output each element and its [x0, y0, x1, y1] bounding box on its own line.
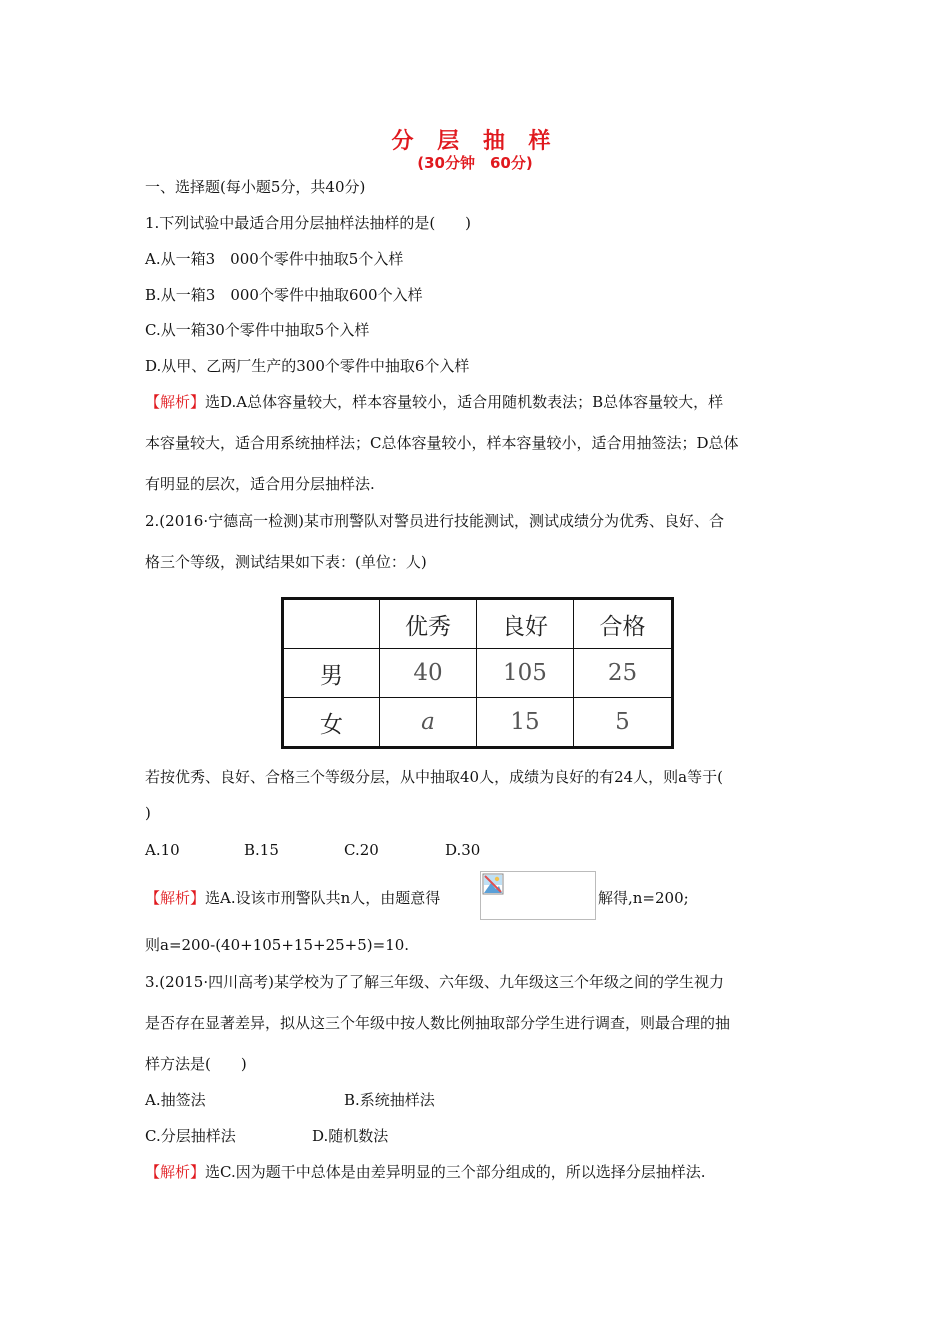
table-row [283, 649, 673, 698]
table-cell: 15 [476, 698, 573, 748]
q1-stem: 1.下列试验中最适合用分层抽样法抽样的是( ) [145, 214, 472, 232]
section-heading: 一、选择题(每小题5分，共40分) [145, 178, 366, 196]
table-row-label: 男 [283, 649, 380, 698]
q2-question-line-1: 若按优秀、良好、合格三个等级分层，从中抽取40人，成绩为良好的有24人，则a等于( [145, 768, 723, 786]
formula-image-placeholder [480, 871, 596, 920]
q2-option-c: C.20 [344, 841, 379, 859]
page-subtitle: (30分钟 60分) [417, 154, 533, 172]
q3-option-c: C.分层抽样法 [145, 1127, 236, 1145]
table-header-cell: 优秀 [380, 599, 477, 649]
table-cell: 25 [573, 649, 672, 698]
q2-option-d: D.30 [445, 841, 481, 859]
q3-analysis [145, 1162, 706, 1182]
q2-option-a: A.10 [145, 841, 180, 859]
q2-analysis-line-1 [145, 888, 440, 908]
table-header-cell: 合格 [573, 599, 672, 649]
q3-option-d: D.随机数法 [312, 1127, 389, 1145]
results-table [281, 597, 674, 749]
q2-analysis-line-2: 则a=200-(40+105+15+25+5)=10. [145, 936, 410, 954]
table-cell [283, 599, 380, 649]
table-cell: 105 [476, 649, 573, 698]
q1-option-b: B.从一箱3 000个零件中抽取600个入样 [145, 286, 423, 304]
q3-stem-line-3: 样方法是( ) [145, 1055, 247, 1073]
analysis-tag: 【解析】 [145, 1163, 206, 1181]
q1-option-d: D.从甲、乙两厂生产的300个零件中抽取6个入样 [145, 357, 470, 375]
table-header-cell: 良好 [476, 599, 573, 649]
broken-image-icon [482, 873, 504, 895]
q2-question-line-2: ) [145, 804, 151, 822]
q2-stem-line-1: 2.(2016·宁德高一检测)某市刑警队对警员进行技能测试，测试成绩分为优秀、良好、合 [145, 512, 724, 530]
q1-option-c: C.从一箱30个零件中抽取5个入样 [145, 321, 370, 339]
table-cell: 5 [573, 698, 672, 748]
q3-analysis-text: 选C.因为题干中总体是由差异明显的三个部分组成的，所以选择分层抽样法. [205, 1163, 706, 1181]
q2-option-b: B.15 [244, 841, 279, 859]
q1-option-a: A.从一箱3 000个零件中抽取5个入样 [145, 250, 404, 268]
q3-option-a: A.抽签法 [145, 1091, 206, 1109]
table-header-row [283, 599, 673, 649]
table-row-label: 女 [283, 698, 380, 748]
q1-analysis-line-3: 有明显的层次，适合用分层抽样法. [145, 475, 375, 493]
page-title: 分 层 抽 样 [391, 129, 559, 154]
q3-stem-line-2: 是否存在显著差异，拟从这三个年级中按人数比例抽取部分学生进行调查，则最合理的抽 [145, 1014, 731, 1032]
q2-analysis-post: 解得,n=200; [598, 889, 689, 907]
q2-analysis-pre: 选A.设该市刑警队共n人，由题意得 [205, 889, 441, 907]
q1-analysis-text-1: 选D.A总体容量较大，样本容量较小，适合用随机数表法；B总体容量较大，样 [205, 393, 724, 411]
analysis-tag: 【解析】 [145, 393, 206, 411]
analysis-tag: 【解析】 [145, 889, 206, 907]
q3-option-b: B.系统抽样法 [344, 1091, 435, 1109]
q1-analysis-line-2: 本容量较大，适合用系统抽样法；C总体容量较小，样本容量较小，适合用抽签法；D总体 [145, 434, 739, 452]
q3-stem-line-1: 3.(2015·四川高考)某学校为了了解三年级、六年级、九年级这三个年级之间的学生视力 [145, 973, 724, 991]
q2-stem-line-2: 格三个等级，测试结果如下表：(单位：人) [145, 553, 427, 571]
table-cell: a [380, 698, 477, 748]
q1-analysis-line-1 [145, 392, 723, 412]
table-row [283, 698, 673, 748]
table-cell: 40 [380, 649, 477, 698]
